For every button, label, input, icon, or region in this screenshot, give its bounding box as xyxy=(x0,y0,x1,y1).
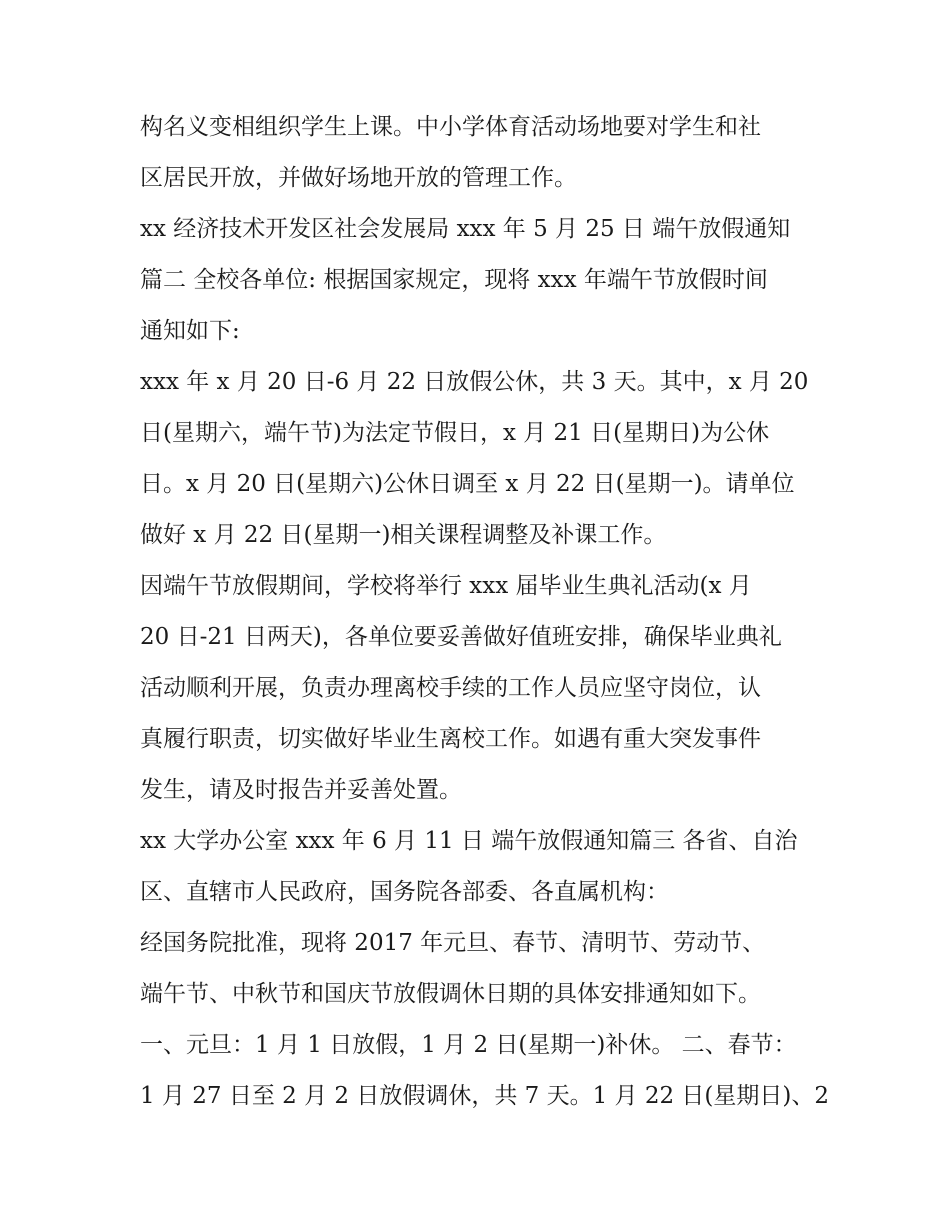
text-line: 篇二 全校各单位: 根据国家规定，现将 xxx 年端午节放假时间 xyxy=(140,267,768,293)
text-line: 20 日-21 日两天)，各单位要妥善做好值班安排，确保毕业典礼 xyxy=(140,624,782,650)
text-line: 区、直辖市人民政府，国务院各部委、各直属机构： xyxy=(140,879,669,905)
text-line: xx 经济技术开发区社会发展局 xxx 年 5 月 25 日 端午放假通知 xyxy=(140,216,791,242)
text-line: 因端午节放假期间，学校将举行 xxx 届毕业生典礼活动(x 月 xyxy=(140,573,752,599)
text-line: 发生，请及时报告并妥善处置。 xyxy=(140,777,462,803)
text-line: 活动顺利开展，负责办理离校手续的工作人员应坚守岗位，认 xyxy=(140,675,761,701)
text-line: 通知如下: xyxy=(140,318,240,344)
text-line: 一、元旦：1 月 1 日放假，1 月 2 日(星期一)补休。 二、春节： xyxy=(140,1032,797,1058)
text-line: 经国务院批准，现将 2017 年元旦、春节、清明节、劳动节、 xyxy=(140,930,766,956)
text-line: 做好 x 月 22 日(星期一)相关课程调整及补课工作。 xyxy=(140,522,667,548)
text-line: 1 月 27 日至 2 月 2 日放假调休，共 7 天。1 月 22 日(星期日)、2 xyxy=(140,1083,830,1109)
text-line: 日。x 月 20 日(星期六)公休日调至 x 月 22 日(星期一)。请单位 xyxy=(140,471,795,497)
document-body xyxy=(140,102,830,1122)
text-line: xxx 年 x 月 20 日-6 月 22 日放假公休，共 3 天。其中，x 月 20 xyxy=(140,369,809,395)
text-line: 构名义变相组织学生上课。中小学体育活动场地要对学生和社 xyxy=(140,114,761,140)
text-line: 真履行职责，切实做好毕业生离校工作。如遇有重大突发事件 xyxy=(140,726,761,752)
text-line: xx 大学办公室 xxx 年 6 月 11 日 端午放假通知篇三 各省、自治 xyxy=(140,828,798,854)
text-line: 日(星期六，端午节)为法定节假日，x 月 21 日(星期日)为公休 xyxy=(140,420,770,446)
text-line: 区居民开放，并做好场地开放的管理工作。 xyxy=(140,165,577,191)
text-line: 端午节、中秋节和国庆节放假调休日期的具体安排通知如下。 xyxy=(140,981,761,1007)
